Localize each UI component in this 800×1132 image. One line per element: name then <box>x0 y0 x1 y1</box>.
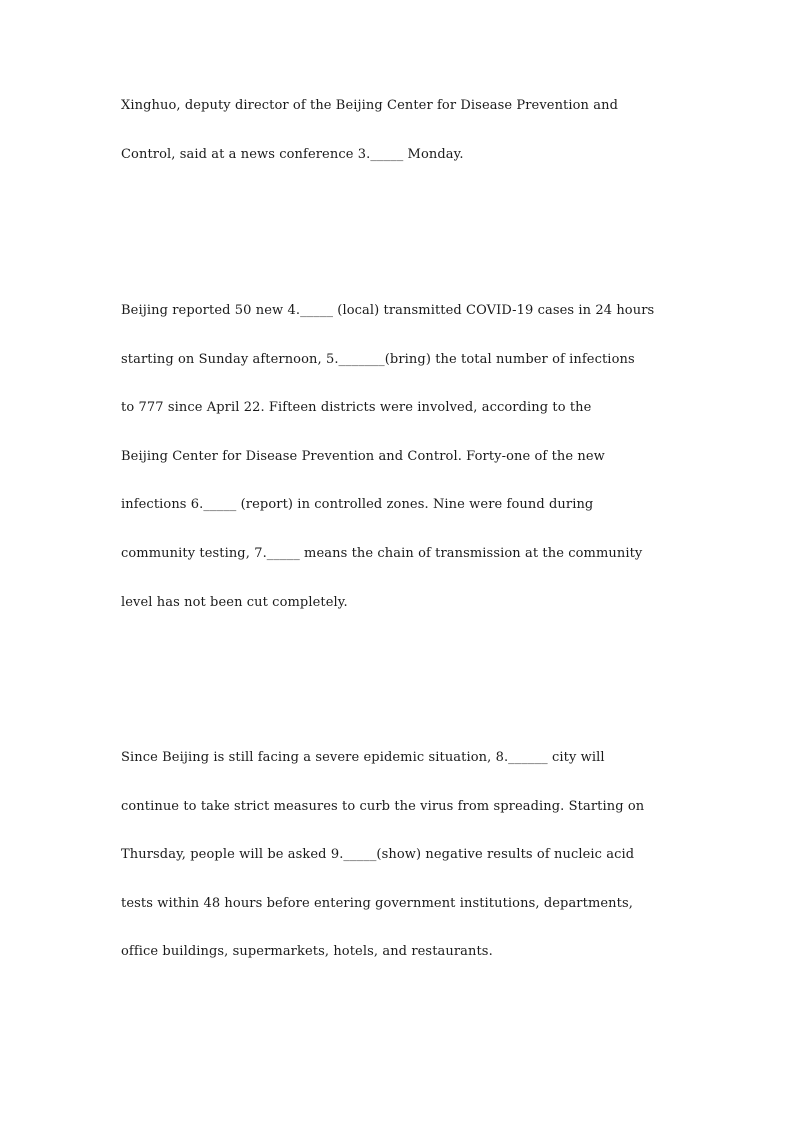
paragraph-3 <box>121 748 691 991</box>
paragraph-2 <box>121 301 691 641</box>
text-line: Control, said at a news conference 3._____ Monday. <box>121 146 464 162</box>
text-line: Since Beijing is still facing a severe epidemic situation, 8.______ city will <box>121 750 605 765</box>
text-line: Beijing Center for Disease Prevention and Control. Forty-one of the new <box>121 448 605 464</box>
text-line: Beijing reported 50 new 4._____ (local) transmitted COVID-19 cases in 24 hours <box>121 303 655 318</box>
text-line: to 777 since April 22. Fifteen districts were involved, according to the <box>121 400 592 416</box>
text-line: tests within 48 hours before entering government institutions, departments, <box>121 895 633 911</box>
text-line: community testing, 7._____ means the chain of transmission at the community <box>121 545 643 561</box>
text-line: continue to take strict measures to curb the virus from spreading. Starting on <box>121 798 645 814</box>
paragraph-1 <box>121 96 691 193</box>
text-line: infections 6._____ (report) in controlled zones. Nine were found during <box>121 497 594 513</box>
text-line: office buildings, supermarkets, hotels, and restaurants. <box>121 944 493 960</box>
text-line: level has not been cut completely. <box>121 594 348 610</box>
text-line: Xinghuo, deputy director of the Beijing Center for Disease Prevention and <box>121 98 619 113</box>
text-line: starting on Sunday afternoon, 5._______(bring) the total number of infections <box>121 351 635 367</box>
text-line: Thursday, people will be asked 9._____(show) negative results of nucleic acid <box>121 847 635 863</box>
